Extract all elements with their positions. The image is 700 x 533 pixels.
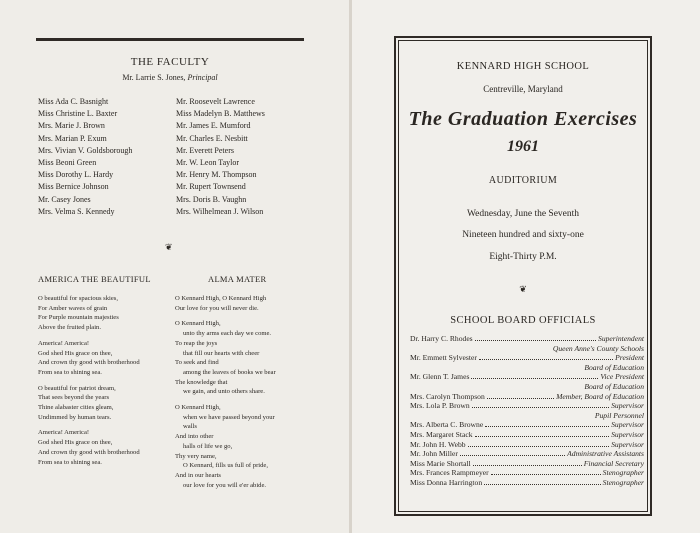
lyric-line: God shed His grace on thee, <box>38 439 113 447</box>
official-role: Administrative Assistants <box>567 449 644 459</box>
dot-leader <box>487 398 554 399</box>
lyric-line: we gain, and unto others share. <box>183 388 265 396</box>
officials-list <box>410 334 644 488</box>
lyric-line: America! America! <box>38 339 90 347</box>
faculty-name: Mr. James E. Mumford <box>176 121 251 131</box>
dot-leader <box>471 378 598 379</box>
lyric-line: Above the fruited plain. <box>38 324 101 332</box>
faculty-name: Miss Ada C. Basnight <box>38 97 109 106</box>
official-row <box>410 449 644 459</box>
official-name: Mr. Emmett Sylvester <box>410 353 477 363</box>
official-role: Stenographer <box>602 468 644 478</box>
event-title: The Graduation Exercises <box>408 108 638 130</box>
dot-leader <box>472 407 609 408</box>
lyric-line: And into other <box>175 433 214 441</box>
dot-leader <box>460 455 565 456</box>
faculty-name: Mrs. Wilhelmean J. Wilson <box>176 206 264 216</box>
faculty-title: THE FACULTY <box>130 56 210 68</box>
officials-title: SCHOOL BOARD OFFICIALS <box>450 315 596 326</box>
official-role: Financial Secretary <box>583 458 644 468</box>
faculty-name: Miss Madelyn B. Matthews <box>176 109 265 119</box>
lyric-line: To seek and find <box>175 359 219 367</box>
lyric-line: O Kennard High, <box>175 404 221 412</box>
official-name: Mr. John H. Webb <box>410 439 466 449</box>
faculty-name: Mrs. Vivian V. Goldsborough <box>38 145 133 155</box>
official-row <box>410 334 644 344</box>
lyric-line: From sea to shining sea. <box>38 368 102 376</box>
official-row <box>410 420 644 430</box>
faculty-name: Mr. Charles E. Nesbitt <box>176 133 248 143</box>
dot-leader <box>475 436 610 437</box>
official-row <box>410 459 644 469</box>
school-name: KENNARD HIGH SCHOOL <box>456 61 590 72</box>
official-name: Mrs. Carolyn Thompson <box>410 391 485 401</box>
official-role: Vice President <box>600 372 644 382</box>
lyric-line: That sees beyond the years <box>38 394 110 402</box>
official-name: Miss Donna Harrington <box>410 477 483 487</box>
official-row <box>410 440 644 450</box>
faculty-name: Mr. Henry M. Thompson <box>176 170 257 180</box>
faculty-list-right <box>176 96 265 218</box>
official-name: Dr. Harry C. Rhodes <box>410 334 473 343</box>
dot-leader <box>485 426 609 427</box>
official-name: Miss Marie Shortall <box>410 458 471 468</box>
official-row <box>410 430 644 440</box>
top-rule <box>36 38 304 41</box>
faculty-name: Mrs. Marie J. Brown <box>38 121 105 131</box>
town-name: Centreville, Maryland <box>483 84 563 94</box>
lyric-line: when we have passed beyond your <box>183 413 275 421</box>
alma-mater-title: ALMA MATER <box>208 274 267 284</box>
lyric-line: America! America! <box>38 429 90 437</box>
faculty-name: Miss Beoni Green <box>38 158 97 168</box>
dot-leader <box>491 474 601 475</box>
lyric-line: Our love for you will never die. <box>175 304 259 312</box>
date-line-2: Nineteen hundred and sixty-one <box>462 230 584 240</box>
official-row <box>410 478 644 488</box>
principal-role: Principal <box>187 73 218 82</box>
dot-leader <box>468 446 610 447</box>
faculty-name: Miss Dorothy L. Hardy <box>38 170 114 180</box>
lyric-line: God shed His grace on thee, <box>38 349 113 357</box>
official-role: Supervisor <box>611 401 644 411</box>
official-role: Stenographer <box>602 477 644 487</box>
lyric-line: our love for you will e'er abide. <box>183 481 267 489</box>
america-title: AMERICA THE BEAUTIFUL <box>38 274 151 284</box>
lyric-line: O Kennard High, <box>175 320 221 328</box>
faculty-name: Mr. Rupert Townsend <box>176 182 246 192</box>
faculty-name: Mr. Everett Peters <box>176 145 234 155</box>
lyric-line: O Kennard, fills us full of pride, <box>183 462 268 470</box>
lyric-line: Thine alabaster cities gleam, <box>38 404 114 412</box>
official-name: Mr. Glenn T. James <box>410 372 470 382</box>
official-row <box>410 401 644 411</box>
principal-name: Mr. Larrie S. Jones, <box>122 73 186 82</box>
dot-leader <box>475 340 596 341</box>
date-line-1: Wednesday, June the Seventh <box>466 209 580 219</box>
lyric-line: Thy very name, <box>175 452 217 460</box>
dot-leader <box>479 359 613 360</box>
official-subtitle: Board of Education <box>584 381 644 391</box>
event-year: 1961 <box>507 138 539 155</box>
official-row <box>410 468 644 478</box>
america-lyrics <box>38 294 140 467</box>
lyric-line: that fill our hearts with cheer <box>183 349 260 357</box>
faculty-name: Mrs. Doris B. Vaughn <box>176 194 247 204</box>
faculty-name: Miss Bernice Johnson <box>38 182 109 192</box>
lyric-line: And crown thy good with brotherhood <box>38 359 140 367</box>
official-subtitle: Board of Education <box>584 362 644 372</box>
official-name: Mrs. Lola P. Brown <box>410 401 470 411</box>
lyric-line: O Kennard High, O Kennard High <box>175 295 267 302</box>
ornament-right: ❦ <box>519 284 527 294</box>
faculty-name: Miss Christine L. Baxter <box>38 109 118 119</box>
lyric-line: And in our hearts <box>175 471 221 479</box>
faculty-name: Mr. W. Leon Taylor <box>176 158 240 168</box>
venue: AUDITORIUM <box>488 175 558 186</box>
official-role: Supervisor <box>611 439 644 449</box>
lyric-line: And crown thy good with brotherhood <box>38 448 140 456</box>
faculty-name: Mr. Casey Jones <box>38 194 91 204</box>
lyric-line: among the leaves of books we bear <box>183 368 276 376</box>
official-name: Mr. John Miller <box>410 449 458 459</box>
official-subtitle: Pupil Personnel <box>594 410 644 420</box>
ornament-left: ❦ <box>165 242 173 252</box>
alma-mater-lyrics <box>175 294 276 490</box>
faculty-list-left <box>38 96 132 218</box>
lyric-line: To reap the joys <box>175 339 218 347</box>
official-name: Mrs. Alberta C. Browne <box>410 420 484 430</box>
lyric-line: Undimmed by human tears. <box>38 413 112 421</box>
event-time: Eight-Thirty P.M. <box>489 252 557 262</box>
faculty-name: Mrs. Velma S. Kennedy <box>38 206 115 216</box>
lyric-line: halls of life we go, <box>183 442 233 450</box>
official-role: Superintendent <box>598 334 644 343</box>
lyric-line: O beautiful for spacious skies, <box>38 295 119 302</box>
lyric-line: O beautiful for patriot dream, <box>38 384 116 392</box>
official-role: Member, Board of Education <box>556 391 644 401</box>
lyric-line: unto thy arms each day we come. <box>183 330 272 338</box>
lyric-line: walls <box>183 423 197 431</box>
official-role: President <box>615 353 644 363</box>
official-role: Supervisor <box>611 420 644 430</box>
lyric-line: For Purple mountain majesties <box>38 314 119 322</box>
principal-line <box>36 73 304 82</box>
official-row <box>410 353 644 363</box>
dot-leader <box>484 484 601 485</box>
official-row <box>410 372 644 382</box>
official-row <box>410 392 644 402</box>
faculty-name: Mrs. Marian P. Exum <box>38 133 107 143</box>
dot-leader <box>473 465 582 466</box>
official-role: Supervisor <box>611 429 644 439</box>
official-name: Mrs. Frances Rampmeyer <box>410 468 489 478</box>
lyric-line: From sea to shining sea. <box>38 458 102 466</box>
lyric-line: The knowledge that <box>175 378 228 386</box>
official-subtitle: Queen Anne's County Schools <box>552 343 644 353</box>
faculty-name: Mr. Roosevelt Lawrence <box>176 97 255 106</box>
official-name: Mrs. Margaret Stack <box>410 429 473 439</box>
lyric-line: For Amber waves of grain <box>38 304 108 312</box>
